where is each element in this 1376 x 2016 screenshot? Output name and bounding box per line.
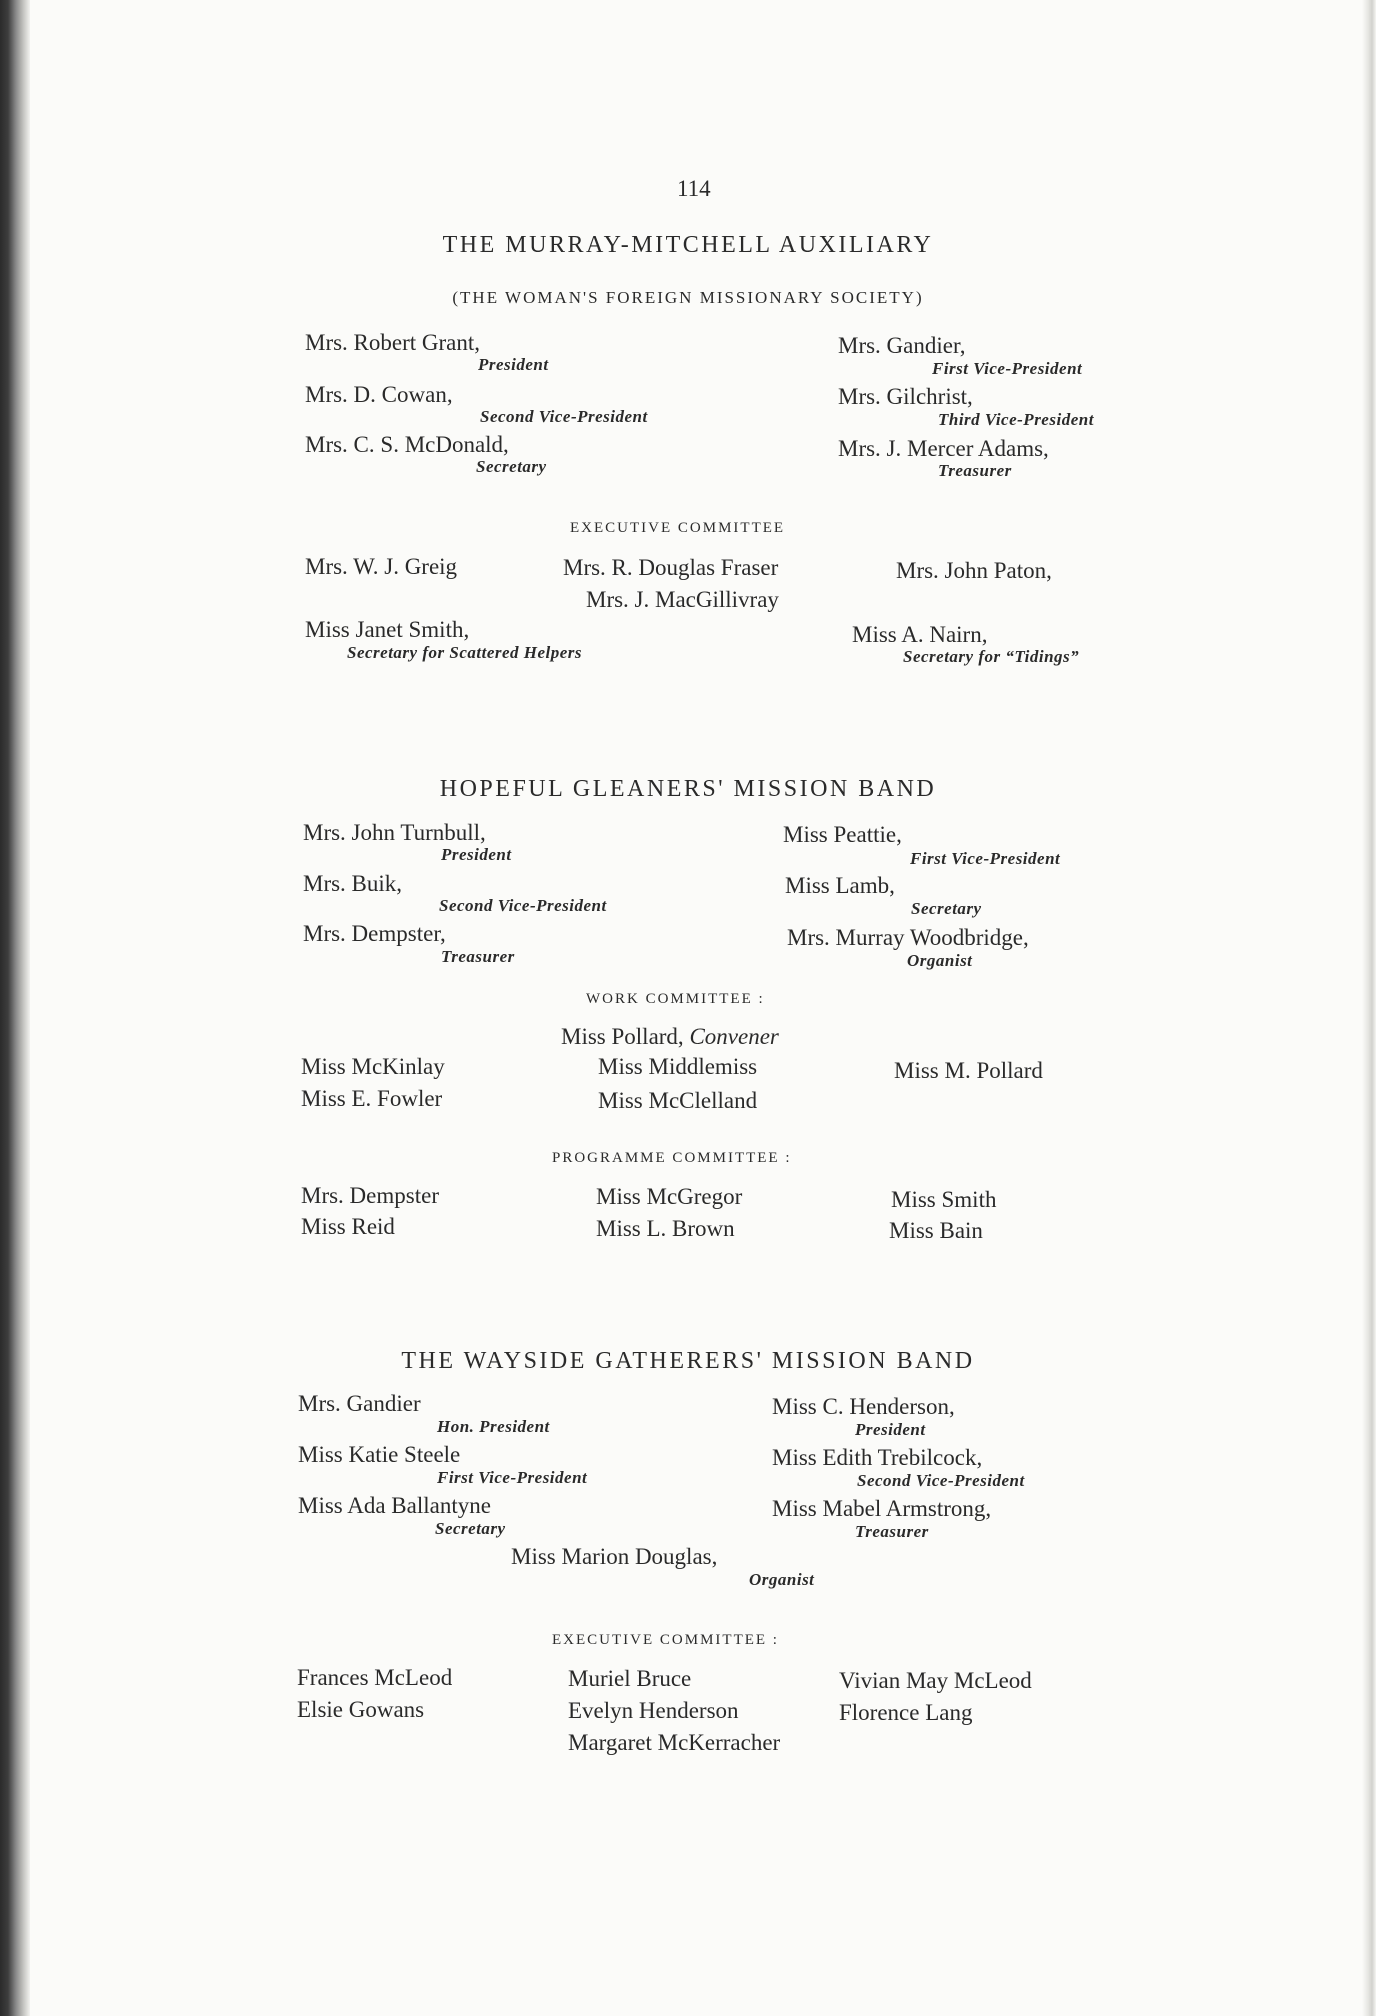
exec-member: Mrs. J. MacGillivray — [586, 587, 779, 612]
gleaners-title: HOPEFUL GLEANERS' MISSION BAND — [439, 776, 937, 802]
auxiliary-title: THE MURRAY-MITCHELL AUXILIARY — [442, 232, 934, 258]
exec-member: Vivian May McLeod — [839, 1668, 1032, 1693]
officer-role: First Vice-President — [437, 1468, 588, 1487]
programme-member: Mrs. Dempster — [301, 1183, 439, 1208]
officer-name: Mrs. Gandier, — [838, 333, 966, 358]
exec-heading: EXECUTIVE COMMITTEE : — [552, 1632, 779, 1648]
officer-role: First Vice-President — [910, 849, 1061, 868]
exec-member: Mrs. R. Douglas Fraser — [563, 555, 779, 580]
exec-member: Evelyn Henderson — [568, 1698, 739, 1723]
officer-name: Mrs. Murray Woodbridge, — [787, 925, 1029, 950]
officer-name: Mrs. C. S. McDonald, — [305, 432, 509, 457]
officer-role: President — [441, 845, 512, 864]
officer-name: Miss Edith Trebilcock, — [772, 1445, 983, 1470]
programme-member: Miss Bain — [889, 1218, 983, 1243]
exec-member: Elsie Gowans — [297, 1697, 425, 1722]
wayside-title: THE WAYSIDE GATHERERS' MISSION BAND — [401, 1348, 975, 1374]
programme-member: Miss L. Brown — [596, 1216, 735, 1241]
officer-role: Secretary — [911, 899, 982, 918]
officer-role: Hon. President — [437, 1417, 550, 1436]
officer-name: Miss Mabel Armstrong, — [772, 1496, 992, 1521]
officer-name: Mrs. John Turnbull, — [303, 820, 486, 845]
officer-role: Treasurer — [441, 947, 515, 966]
exec-special-name: Miss A. Nairn, — [852, 622, 988, 647]
exec-member: Margaret McKerracher — [568, 1730, 781, 1755]
work-convener-name: Miss Pollard, — [561, 1024, 684, 1049]
work-convener — [561, 1024, 779, 1050]
exec-special-name: Miss Janet Smith, — [305, 617, 470, 642]
officer-role: Treasurer — [855, 1522, 929, 1541]
work-member: Miss M. Pollard — [894, 1058, 1043, 1083]
exec-heading: EXECUTIVE COMMITTEE — [570, 520, 786, 536]
programme-member: Miss Reid — [301, 1214, 395, 1239]
officer-name: Mrs. D. Cowan, — [305, 382, 453, 407]
officer-name: Miss Peattie, — [783, 822, 902, 847]
officer-name: Mrs. Buik, — [303, 871, 403, 896]
officer-role: Organist — [749, 1570, 815, 1589]
exec-special-role: Secretary for Scattered Helpers — [347, 643, 583, 662]
officer-name: Mrs. Gandier — [298, 1391, 421, 1416]
work-convener-role: Convener — [689, 1024, 779, 1049]
exec-member: Mrs. W. J. Greig — [305, 554, 458, 579]
officer-role: President — [478, 355, 549, 374]
officer-name: Miss C. Henderson, — [772, 1394, 955, 1419]
officer-role: Second Vice-President — [857, 1471, 1025, 1490]
work-heading: WORK COMMITTEE : — [586, 991, 765, 1007]
page-number: 114 — [677, 176, 711, 201]
programme-member: Miss Smith — [891, 1187, 997, 1212]
programme-member: Miss McGregor — [596, 1184, 743, 1209]
exec-member: Mrs. John Paton, — [896, 558, 1052, 583]
exec-member: Florence Lang — [839, 1700, 973, 1725]
officer-role: Second Vice-President — [480, 407, 648, 426]
work-member: Miss McKinlay — [301, 1054, 445, 1079]
officer-name: Miss Ada Ballantyne — [298, 1493, 491, 1518]
officer-role: First Vice-President — [932, 359, 1083, 378]
auxiliary-subtitle: (THE WOMAN'S FOREIGN MISSIONARY SOCIETY) — [452, 288, 924, 307]
officer-role: Treasurer — [938, 461, 1012, 480]
exec-member: Frances McLeod — [297, 1665, 453, 1690]
officer-role: Second Vice-President — [439, 896, 607, 915]
officer-name: Miss Marion Douglas, — [511, 1544, 718, 1569]
officer-role: Organist — [907, 951, 973, 970]
officer-name: Mrs. Dempster, — [303, 921, 446, 946]
officer-role: Secretary — [476, 457, 547, 476]
officer-role: Third Vice-President — [938, 410, 1094, 429]
officer-role: President — [855, 1420, 926, 1439]
officer-name: Mrs. J. Mercer Adams, — [838, 436, 1049, 461]
officer-name: Mrs. Robert Grant, — [305, 330, 481, 355]
work-member: Miss McClelland — [598, 1088, 758, 1113]
programme-heading: PROGRAMME COMMITTEE : — [552, 1150, 792, 1166]
officer-name: Miss Katie Steele — [298, 1442, 461, 1467]
exec-special-role: Secretary for “Tidings” — [903, 647, 1080, 666]
work-member: Miss Middlemiss — [598, 1054, 758, 1079]
officer-name: Miss Lamb, — [785, 873, 895, 898]
officer-name: Mrs. Gilchrist, — [838, 384, 973, 409]
exec-member: Muriel Bruce — [568, 1666, 692, 1691]
work-member: Miss E. Fowler — [301, 1086, 443, 1111]
officer-role: Secretary — [435, 1519, 506, 1538]
